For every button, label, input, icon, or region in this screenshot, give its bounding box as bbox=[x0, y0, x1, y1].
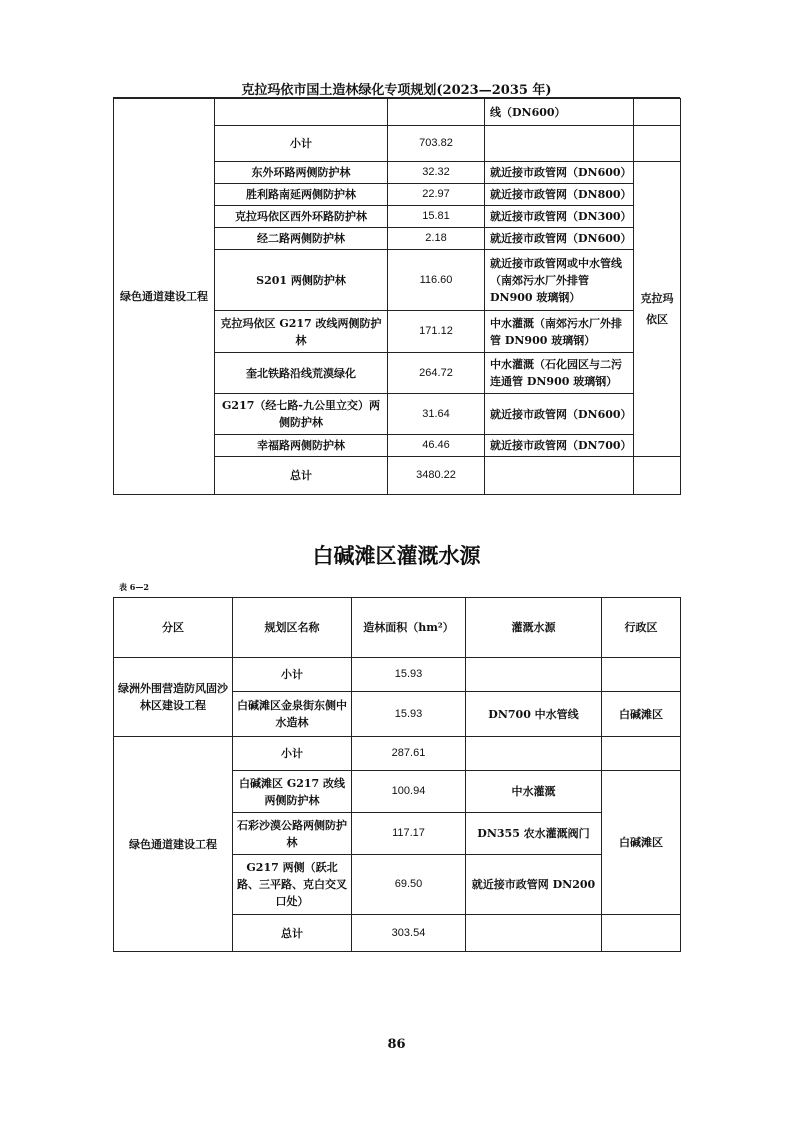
name-cell: 石彩沙漠公路两侧防护林 bbox=[233, 813, 352, 855]
source-cell: 线（DN600） bbox=[485, 99, 634, 126]
header-area: 造林面积（hm²） bbox=[352, 598, 466, 658]
area-cell: 264.72 bbox=[388, 353, 485, 394]
page-header: 克拉玛依市国土造林绿化专项规划(2023—2035 年) bbox=[241, 83, 552, 98]
source-cell: 就近接市政管网（DN300） bbox=[485, 206, 634, 228]
header-admin: 行政区 bbox=[602, 598, 681, 658]
irrigation-table-baijiantan bbox=[113, 597, 681, 952]
zone-cell: 绿色通道建设工程 bbox=[114, 737, 233, 952]
name-cell: 东外环路两侧防护林 bbox=[215, 162, 388, 184]
name-cell: G217 两侧（跃北路、三平路、克白交叉口处） bbox=[233, 855, 352, 915]
area-cell: 15.81 bbox=[388, 206, 485, 228]
source-cell: 就近接市政管网或中水管线（南郊污水厂外排管DN900 玻璃钢） bbox=[485, 250, 634, 311]
header-name: 规划区名称 bbox=[233, 598, 352, 658]
zone-cell: 绿色通道建设工程 bbox=[114, 99, 215, 495]
header-row bbox=[114, 598, 681, 658]
section-title: 白碱滩区灌溉水源 bbox=[312, 544, 481, 568]
name-cell: 白碱滩区 G217 改线两侧防护林 bbox=[233, 771, 352, 813]
header-source: 灌溉水源 bbox=[466, 598, 602, 658]
source-cell: 就近接市政管网（DN800） bbox=[485, 184, 634, 206]
subtotal-row bbox=[114, 658, 681, 692]
area-cell: 22.97 bbox=[388, 184, 485, 206]
name-cell: 白碱滩区金泉街东侧中水造林 bbox=[233, 692, 352, 737]
name-cell: 小计 bbox=[215, 126, 388, 162]
source-cell: 就近接市政管网（DN600） bbox=[485, 394, 634, 435]
page-number: 86 bbox=[387, 1037, 406, 1052]
admin-cell: 白碱滩区 bbox=[602, 771, 681, 915]
area-cell: 31.64 bbox=[388, 394, 485, 435]
zone-cell: 绿洲外围营造防风固沙林区建设工程 bbox=[114, 658, 233, 737]
name-cell: 小计 bbox=[233, 658, 352, 692]
name-cell: 奎北铁路沿线荒漠绿化 bbox=[215, 353, 388, 394]
source-cell: 就近接市政管网（DN600） bbox=[485, 228, 634, 250]
district-cell: 克拉玛依区 bbox=[634, 162, 681, 457]
source-cell: 就近接市政管网（DN600） bbox=[485, 162, 634, 184]
area-cell: 15.93 bbox=[352, 692, 466, 737]
name-cell: 克拉玛依区西外环路防护林 bbox=[215, 206, 388, 228]
name-cell: 克拉玛依区 G217 改线两侧防护林 bbox=[215, 311, 388, 353]
name-cell: 小计 bbox=[233, 737, 352, 771]
admin-cell: 白碱滩区 bbox=[602, 692, 681, 737]
area-cell: 46.46 bbox=[388, 435, 485, 457]
area-cell: 117.17 bbox=[352, 813, 466, 855]
area-cell: 303.54 bbox=[352, 915, 466, 952]
area-cell: 32.32 bbox=[388, 162, 485, 184]
subtotal-row bbox=[114, 737, 681, 771]
source-cell: DN700 中水管线 bbox=[466, 692, 602, 737]
name-cell: 总计 bbox=[215, 457, 388, 495]
area-cell: 703.82 bbox=[388, 126, 485, 162]
area-cell: 100.94 bbox=[352, 771, 466, 813]
source-cell: 就近接市政管网（DN700） bbox=[485, 435, 634, 457]
table-row bbox=[114, 99, 681, 126]
area-cell: 15.93 bbox=[352, 658, 466, 692]
source-cell: 中水灌溉（南郊污水厂外排管 DN900 玻璃钢） bbox=[485, 311, 634, 353]
area-cell: 287.61 bbox=[352, 737, 466, 771]
name-cell: 总计 bbox=[233, 915, 352, 952]
table-label: 表 6—2 bbox=[119, 582, 149, 592]
name-cell: 胜利路南延两侧防护林 bbox=[215, 184, 388, 206]
header-zone: 分区 bbox=[114, 598, 233, 658]
area-cell: 69.50 bbox=[352, 855, 466, 915]
area-cell: 116.60 bbox=[388, 250, 485, 311]
source-cell: 中水灌溉（石化园区与二污连通管 DN900 玻璃钢） bbox=[485, 353, 634, 394]
source-cell: 就近接市政管网 DN200 bbox=[466, 855, 602, 915]
area-cell: 171.12 bbox=[388, 311, 485, 353]
area-cell: 2.18 bbox=[388, 228, 485, 250]
name-cell: 幸福路两侧防护林 bbox=[215, 435, 388, 457]
name-cell: 经二路两侧防护林 bbox=[215, 228, 388, 250]
name-cell: G217（经七路-九公里立交）两侧防护林 bbox=[215, 394, 388, 435]
source-cell: DN355 农水灌溉阀门 bbox=[466, 813, 602, 855]
area-cell: 3480.22 bbox=[388, 457, 485, 495]
irrigation-table-karamay bbox=[113, 98, 681, 495]
name-cell: S201 两侧防护林 bbox=[215, 250, 388, 311]
source-cell: 中水灌溉 bbox=[466, 771, 602, 813]
